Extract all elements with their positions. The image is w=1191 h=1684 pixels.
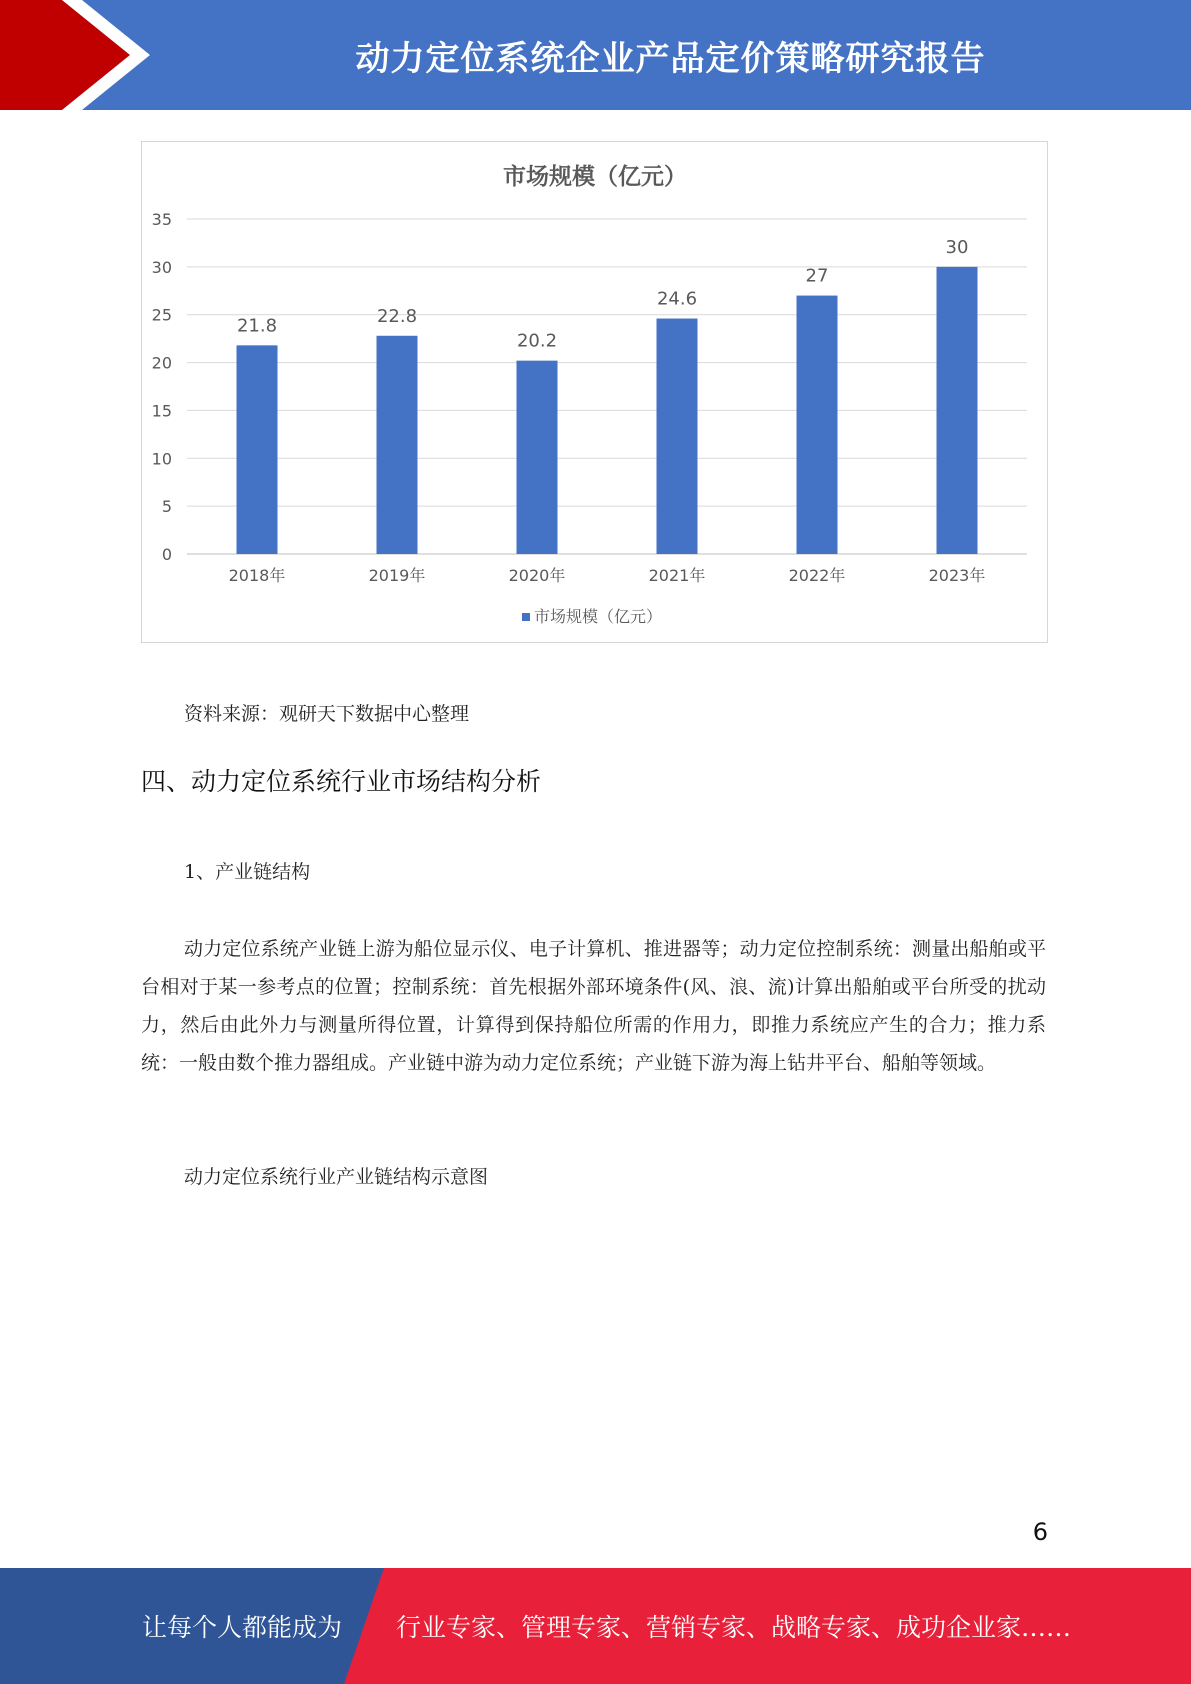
legend-swatch <box>522 613 530 621</box>
bar <box>657 319 698 554</box>
y-tick-label: 20 <box>151 353 172 373</box>
data-label: 24.6 <box>656 288 698 310</box>
chart-svg <box>142 142 1049 644</box>
y-tick-label: 25 <box>151 305 172 325</box>
data-label: 21.8 <box>236 315 278 337</box>
data-label: 30 <box>945 236 969 258</box>
x-tick-label: 2019年 <box>368 566 426 585</box>
x-tick-label: 2018年 <box>228 566 286 585</box>
x-tick-label: 2021年 <box>648 566 706 585</box>
bar <box>797 296 838 554</box>
chart-title: 市场规模（亿元） <box>503 164 687 190</box>
data-source-note: 资料来源：观研天下数据中心整理 <box>184 703 470 725</box>
data-label: 20.2 <box>516 330 558 352</box>
figure-title: 动力定位系统行业产业链结构示意图 <box>184 1166 489 1188</box>
sub-heading: 1、产业链结构 <box>184 861 311 883</box>
y-tick-label: 35 <box>151 210 172 229</box>
footer-banner <box>0 1568 1191 1684</box>
footer-slogan-left: 让每个人都能成为 <box>142 1613 343 1642</box>
x-tick-label: 2023年 <box>928 566 986 585</box>
y-tick-label: 0 <box>161 545 172 564</box>
bar <box>237 345 278 554</box>
bar <box>937 267 978 554</box>
footer-slogan-right: 行业专家、管理专家、营销专家、战略专家、成功企业家…… <box>396 1613 1072 1642</box>
legend-label: 市场规模（亿元） <box>534 607 663 626</box>
page-number: 6 <box>1032 1518 1048 1546</box>
x-tick-label: 2020年 <box>508 566 566 585</box>
industry-chain-paragraph: 动力定位系统产业链上游为船位显示仪、电子计算机、推进器等；动力定位控制系统：测量出船舶或平台相对于某一参考点的位置；控制系统：首先根据外部环境条件(风、浪、流)计算出船舶或平台所受的扰动力，然后由此外力与测量所得位置，计算得到保持船位所需的作用力，即推力系统应产生的合力；推力系统：一般由数个推力器组成。产业链中游为动力定位系统；产业链下游为海上钻井平台、船舶等领域。 <box>141 938 1046 1074</box>
bar <box>377 336 418 554</box>
data-label: 27 <box>805 265 829 287</box>
x-tick-label: 2022年 <box>788 566 846 585</box>
bar <box>517 361 558 554</box>
section-heading: 四、动力定位系统行业市场结构分析 <box>141 767 542 796</box>
y-tick-label: 10 <box>151 449 172 469</box>
y-tick-label: 30 <box>151 257 172 277</box>
header-banner <box>0 0 1191 110</box>
y-tick-label: 15 <box>151 401 172 421</box>
y-tick-label: 5 <box>161 497 172 517</box>
market-size-chart <box>141 141 1048 643</box>
data-label: 22.8 <box>376 305 418 327</box>
report-title: 动力定位系统企业产品定价策略研究报告 <box>355 38 986 79</box>
